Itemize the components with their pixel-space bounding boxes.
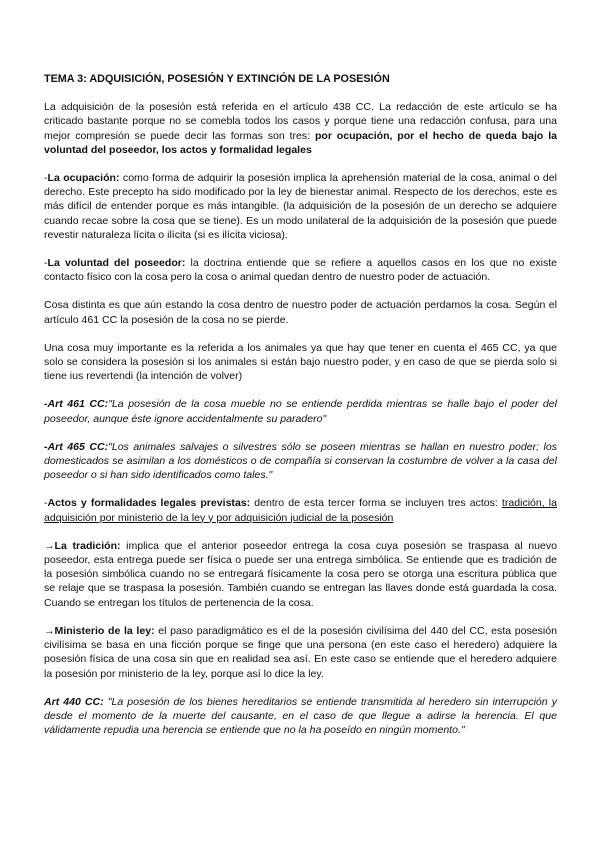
art440-text: "La posesión de los bienes hereditarios se entiende transmitida al heredero sin interrupción y desde el momento de la muerte del causante, en el caso de que llegue a adirse la herencia. El que válidamente repudia una herencia se entiende que no la ha poseído en ningún momento." bbox=[44, 695, 557, 737]
art461-quote bbox=[44, 397, 557, 425]
intro-paragraph bbox=[44, 100, 557, 157]
actos-paragraph bbox=[44, 496, 557, 524]
arrow-right-icon: → bbox=[44, 624, 55, 637]
art465-text: "Los animales salvajes o silvestres sólo se poseen mientras se hallan en nuestro poder; los domesticados se asimilan a los domésticos o de compañía si conservan la costumbre de volver a la casa del poseedor o si han sido identificados como tales." bbox=[44, 440, 557, 482]
intro-text: La adquisición de la posesión está referida en el artículo 438 CC. La redacción de este artículo se ha criticado bastante porque no se comebla todos los casos y porque tiene una redacción confusa, para una mejor compresión se puede decir las formas son tres: bbox=[44, 101, 557, 142]
art461-label: -Art 461 CC: bbox=[44, 398, 109, 411]
voluntad-text: la doctrina entiende que se refiere a aquellos casos en los que no existe contacto físico con la cosa pero la cosa o animal quedan dentro de nuestro poder de actuación. bbox=[44, 257, 558, 284]
actos-text: dentro de esta tercer forma se incluyen tres actos: bbox=[250, 497, 502, 510]
tradicion-label: La tradición: bbox=[54, 539, 121, 552]
ocupacion-dash: - bbox=[44, 172, 48, 185]
tradicion-paragraph bbox=[44, 539, 557, 610]
ministerio-label: Ministerio de la ley: bbox=[54, 624, 155, 637]
art440-quote bbox=[44, 695, 557, 738]
art461-text: "La posesión de la cosa mueble no se entiende perdida mientras se halle bajo el poder del poseedor, aunque éste ignore accidentalmente su paradero" bbox=[44, 398, 557, 425]
ministerio-text: el paso paradigmático es el de la posesión civilísima del 440 del CC, esta posesión civilísima se basa en una ficción porque se finge que una persona (en este caso el heredero) adquiere la posesión física de una cosa sin que en realidad sea así. En este caso se entiende que el heredero adquiere la posesión por ministerio de la ley, porque así lo dice la ley. bbox=[44, 624, 557, 680]
actos-underlined-list: tradición, la adquisición por ministerio de la ley y por adquisición judicial de la posesión bbox=[44, 497, 557, 524]
document-title: TEMA 3: ADQUISICIÓN, POSESIÓN Y EXTINCIÓN DE LA POSESIÓN bbox=[44, 73, 390, 85]
art465-quote bbox=[44, 440, 557, 483]
tradicion-text: implica que el anterior poseedor entrega la cosa cuya posesión se traspasa al nuevo poseedor, esta entrega puede ser física o puede ser una entrega simbólica. Se entiende que es tradición de la posesión simbólica cuando no se entregará físicamente la cosa pero se otorga una escritura pública que se relaje que se traspasa la posesión. También cuando se entregan las llaves donde está guardada la cosa. Cuando se entregan los títulos de pertenencia de la cosa. bbox=[44, 539, 557, 609]
voluntad-paragraph bbox=[44, 256, 557, 284]
art440-label: Art 440 CC: bbox=[44, 695, 104, 708]
ocupacion-label: La ocupación: bbox=[47, 172, 120, 185]
arrow-right-icon: → bbox=[44, 539, 55, 552]
animales-paragraph: Una cosa muy importante es la referida a los animales ya que hay que tener en cuenta el 465 CC, ya que solo se considera la posesión si los animales si están bajo nuestro poder, y en caso de que se pierda solo si tiene ius revertendi (la intención de volver) bbox=[44, 341, 557, 383]
intro-bold-forms: por ocupación, por el hecho de queda bajo la voluntad del poseedor, los actos y formalidad legales bbox=[44, 129, 557, 156]
cosa-distinta-paragraph: Cosa distinta es que aún estando la cosa dentro de nuestro poder de actuación perdamos la cosa. Según el artículo 461 CC la posesión de la cosa no se pierde. bbox=[44, 299, 557, 326]
voluntad-dash: - bbox=[44, 257, 48, 270]
ministerio-paragraph bbox=[44, 624, 557, 681]
actos-label: Actos y formalidades legales previstas: bbox=[47, 497, 251, 510]
ocupacion-paragraph bbox=[44, 171, 557, 242]
art465-label: -Art 465 CC: bbox=[44, 440, 109, 453]
voluntad-label: La voluntad del poseedor: bbox=[47, 257, 186, 270]
actos-dash: - bbox=[44, 497, 48, 510]
ocupacion-text: como forma de adquirir la posesión implica la aprehensión material de la cosa, animal o del derecho. Este precepto ha sido modificado por la ley de bienestar animal. Respecto de los derechos, este es más difícil de entender porque es más intangible. (la adquisición de la posesión de un derecho se adquiere cuando recae sobre la cosa que se tiene). Es un modo unilateral de la adquisición de la posesión que puede revestir naturaleza lícita o ilícita (si es ilícita viciosa). bbox=[44, 172, 557, 241]
